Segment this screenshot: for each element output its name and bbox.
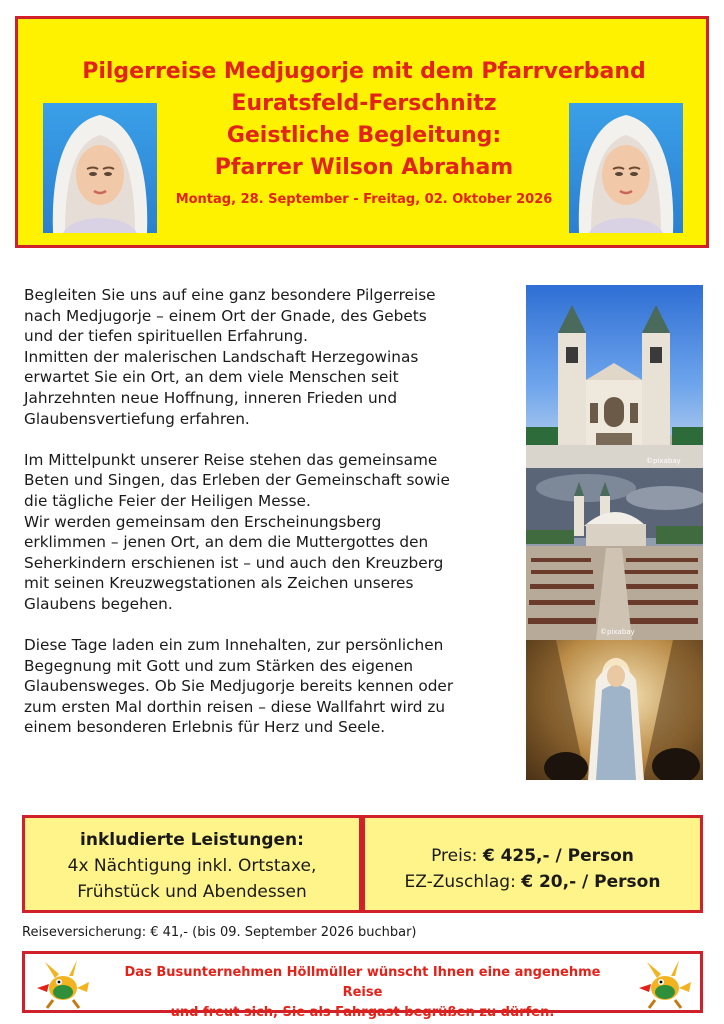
madonna-statue-photo	[526, 640, 703, 780]
text-line: Beten und Singen, das Erleben der Gemeinschaft sowie	[24, 471, 450, 490]
single-room-surcharge-row	[365, 872, 700, 892]
text-line: nach Medjugorje – einem Ort der Gnade, des Gebets	[24, 306, 427, 325]
text-line: Seherkindern erschienen ist – und auch den Kreuzberg	[24, 553, 444, 572]
madonna-portrait-left	[43, 103, 157, 233]
text-line: Begegnung mit Gott und zum Stärken des eigenen	[24, 656, 414, 675]
text-line: und der tiefen spirituellen Erfahrung.	[24, 327, 308, 346]
paragraph-2	[24, 450, 498, 615]
footer-banner	[22, 951, 703, 1020]
text-line: einem besonderen Erlebnis für Herz und Seele.	[24, 718, 386, 737]
header-banner	[15, 16, 709, 248]
text-line: Glaubensvertiefung erfahren.	[24, 409, 250, 428]
photo-credit: ©pixabay	[600, 628, 635, 636]
included-services-box	[22, 815, 362, 913]
paragraph-3	[24, 635, 498, 738]
header-title-line1: Pilgerreise Medjugorje mit dem Pfarrverband	[82, 59, 646, 84]
services-line-1: 4x Nächtigung inkl. Ortstaxe,	[67, 856, 317, 876]
price-value: € 425,- / Person	[482, 846, 634, 866]
services-line-2: Frühstück und Abendessen	[77, 882, 307, 902]
text-line: Diese Tage laden ein zum Innehalten, zur persönlichen	[24, 636, 444, 655]
photo-credit: ©pixabay	[646, 457, 681, 465]
surcharge-value: € 20,- / Person	[521, 872, 661, 892]
header-title-line3: Geistliche Begleitung:	[226, 123, 502, 148]
description-text	[24, 285, 498, 759]
text-line: erklimmen – jenen Ort, an dem die Muttergottes den	[24, 533, 429, 552]
price-label: Preis:	[431, 846, 483, 866]
text-line: Jahrzehnten neue Hoffnung, inneren Frieden und	[24, 388, 398, 407]
surcharge-label: EZ-Zuschlag:	[404, 872, 522, 892]
footer-line-2: und freut sich, Sie als Fahrgast begrüßen zu dürfen.	[170, 1005, 555, 1020]
footer-message	[115, 963, 610, 1023]
header-title-line4: Pfarrer Wilson Abraham	[214, 155, 514, 180]
services-title: inkludierte Leistungen:	[80, 830, 304, 850]
text-line: zum ersten Mal dorthin reisen – diese Wallfahrt wird zu	[24, 697, 446, 716]
text-line: erwartet Sie ein Ort, an dem viele Menschen seit	[24, 368, 399, 387]
text-line: Begleiten Sie uns auf eine ganz besondere Pilgerreise	[24, 286, 436, 304]
travel-insurance-note: Reiseversicherung: € 41,- (bis 09. September 2026 buchbar)	[22, 925, 417, 940]
header-title-line2: Euratsfeld-Ferschnitz	[231, 91, 497, 116]
footer-line-1: Das Busunternehmen Höllmüller wünscht Ihnen eine angenehme Reise	[124, 965, 601, 1000]
bus-mascot-icon	[635, 958, 695, 1010]
text-line: Glaubens begehen.	[24, 594, 173, 613]
church-photo	[526, 285, 703, 468]
header-dates: Montag, 28. September - Freitag, 02. Oktober 2026	[175, 192, 553, 207]
paragraph-1	[24, 285, 498, 429]
text-line: Glaubensweges. Ob Sie Medjugorje bereits kennen oder	[24, 677, 454, 696]
bus-mascot-icon	[33, 958, 93, 1010]
text-line: Im Mittelpunkt unserer Reise stehen das gemeinsame	[24, 450, 438, 469]
madonna-portrait-right	[569, 103, 683, 233]
text-line: Wir werden gemeinsam den Erscheinungsberg	[24, 512, 382, 531]
text-line: mit seinen Kreuzwegstationen als Zeichen unseres	[24, 574, 414, 593]
price-box	[362, 815, 703, 913]
text-line: die tägliche Feier der Heiligen Messe.	[24, 491, 311, 510]
text-line: Inmitten der malerischen Landschaft Herzegowinas	[24, 347, 419, 366]
outdoor-altar-photo	[526, 468, 703, 640]
price-row	[365, 846, 700, 866]
